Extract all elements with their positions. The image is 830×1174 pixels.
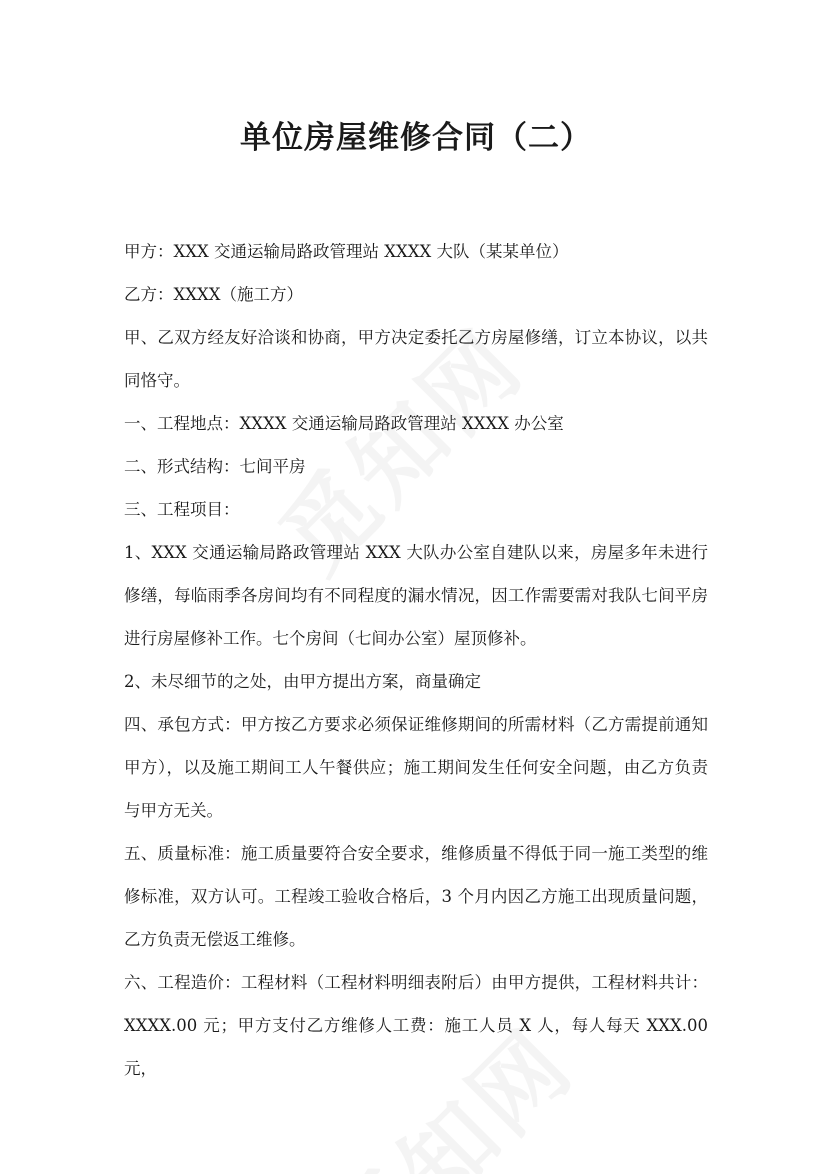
paragraph-contract-method: 四、承包方式：甲方按乙方要求必须保证维修期间的所需材料（乙方需提前通知甲方），以及施工期间工人午餐供应；施工期间发生任何安全问题，由乙方负责与甲方无关。 (124, 715, 708, 820)
paragraph-item-2: 2、未尽细节的之处，由甲方提出方案，商量确定 (124, 672, 481, 691)
paragraph-party-a: 甲方：XXX 交通运输局路政管理站 XXXX 大队（某某单位） (124, 242, 569, 261)
document-title: 单位房屋维修合同（二） (240, 120, 592, 156)
paragraph-party-b: 乙方：XXXX（施工方） (124, 285, 303, 304)
paragraph-quality-standard: 五、质量标准：施工质量要符合安全要求，维修质量不得低于同一施工类型的维修标准，双方认可。工程竣工验收合格后，3 个月内因乙方施工出现质量问题，乙方负责无偿返工维修。 (124, 844, 708, 949)
paragraph-preamble: 甲、乙双方经友好洽谈和协商，甲方决定委托乙方房屋修缮，订立本协议，以共同恪守。 (124, 328, 708, 390)
document-body (124, 230, 708, 1090)
paragraph-project-items: 三、工程项目： (124, 500, 240, 519)
paragraph-project-cost: 六、工程造价：工程材料（工程材料明细表附后）由甲方提供，工程材料共计：XXXX.00 元；甲方支付乙方维修人工费：施工人员 X 人，每人每天 XXX.00 元， (124, 973, 708, 1078)
paragraph-structure: 二、形式结构：七间平房 (124, 457, 306, 476)
paragraph-item-1: 1、XXX 交通运输局路政管理站 XXX 大队办公室自建队以来，房屋多年未进行修缮，每临雨季各房间均有不同程度的漏水情况，因工作需要需对我队七间平房进行房屋修补工作。七个房间（七间办公室）屋顶修补。 (124, 543, 708, 648)
paragraph-project-location: 一、工程地点：XXXX 交通运输局路政管理站 XXXX 办公室 (124, 414, 564, 433)
